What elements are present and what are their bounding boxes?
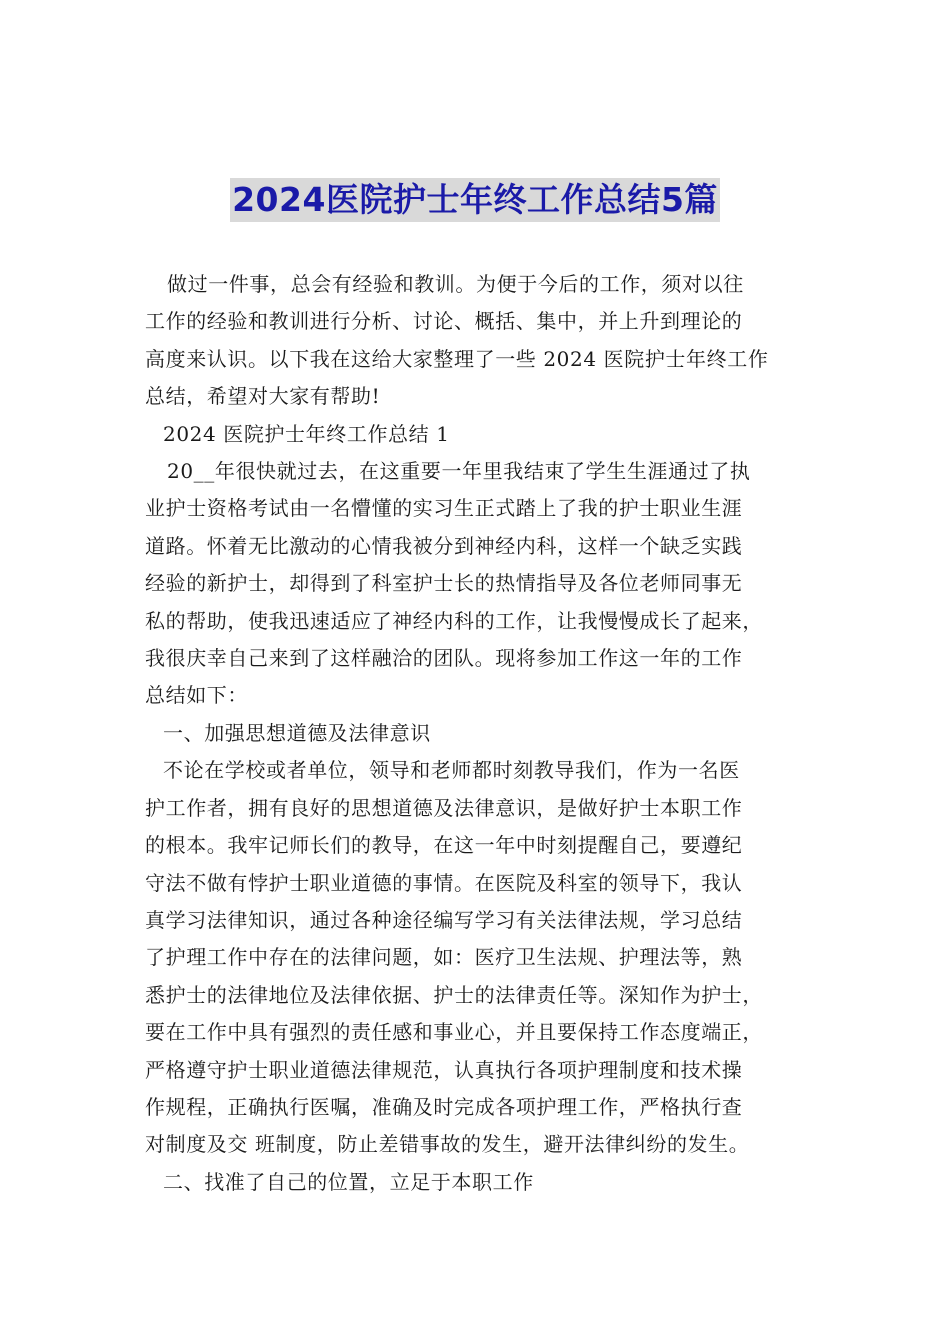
text-line: 私的帮助，使我迅速适应了神经内科的工作，让我慢慢成长了起来，: [145, 608, 763, 633]
text-line: 做过一件事，总会有经验和教训。为便于今后的工作，须对以往: [167, 272, 744, 296]
text-line: 了护理工作中存在的法律问题，如：医疗卫生法规、护理法等，熟: [145, 945, 743, 970]
text-line: 道路。怀着无比激动的心情我被分到神经内科，这样一个缺乏实践: [145, 533, 743, 558]
section-heading-1: [145, 715, 817, 752]
text-line: 总结，希望对大家有帮助!: [145, 384, 381, 409]
text-line: 经验的新护士，却得到了科室护士长的热情指导及各位老师同事无: [145, 571, 743, 596]
text-line: 工作的经验和教训进行分析、讨论、概括、集中，并上升到理论的: [145, 309, 743, 334]
paragraph-2: [145, 752, 817, 1163]
text-line: 我很庆幸自己来到了这样融洽的团队。现将参加工作这一年的工作: [145, 646, 743, 671]
text-line: 的根本。我牢记师长们的教导，在这一年中时刻提醒自己，要遵纪: [145, 833, 743, 858]
heading-text: 一、加强思想道德及法律意识: [163, 720, 431, 745]
text-line: 对制度及交 班制度，防止差错事故的发生，避开法律纠纷的发生。: [145, 1132, 750, 1157]
text-line: 不论在学校或者单位，领导和老师都时刻教导我们，作为一名医: [163, 758, 740, 783]
text-line: 严格遵守护士职业道德法律规范，认真执行各项护理制度和技术操: [145, 1057, 743, 1082]
title-container: [0, 178, 950, 222]
section-subtitle-1: [145, 416, 817, 453]
intro-paragraph: [145, 266, 817, 416]
document-title: 2024医院护士年终工作总结5篇: [230, 178, 720, 222]
text-line: 要在工作中具有强烈的责任感和事业心，并且要保持工作态度端正，: [145, 1020, 763, 1045]
text-line: 护工作者，拥有良好的思想道德及法律意识，是做好护士本职工作: [145, 795, 743, 820]
section-heading-2: [145, 1164, 817, 1201]
subtitle-text: 2024 医院护士年终工作总结 1: [163, 421, 450, 446]
text-line: 真学习法律知识，通过各种途径编写学习有关法律法规，学习总结: [145, 907, 743, 932]
heading-text: 二、找准了自己的位置，立足于本职工作: [163, 1169, 534, 1194]
text-line: 悉护士的法律地位及法律依据、护士的法律责任等。深知作为护士，: [145, 982, 763, 1007]
text-line: 20__年很快就过去，在这重要一年里我结束了学生生涯通过了执: [167, 459, 751, 484]
paragraph-1: [145, 453, 817, 715]
text-line: 守法不做有悖护士职业道德的事情。在医院及科室的领导下，我认: [145, 870, 743, 895]
text-line: 总结如下：: [145, 683, 248, 708]
text-line: 业护士资格考试由一名懵懂的实习生正式踏上了我的护士职业生涯: [145, 496, 743, 521]
text-line: 高度来认识。以下我在这给大家整理了一些 2024 医院护士年终工作: [145, 346, 769, 371]
text-line: 作规程，正确执行医嘱，准确及时完成各项护理工作，严格执行查: [145, 1094, 743, 1119]
document-body: [145, 266, 817, 1201]
